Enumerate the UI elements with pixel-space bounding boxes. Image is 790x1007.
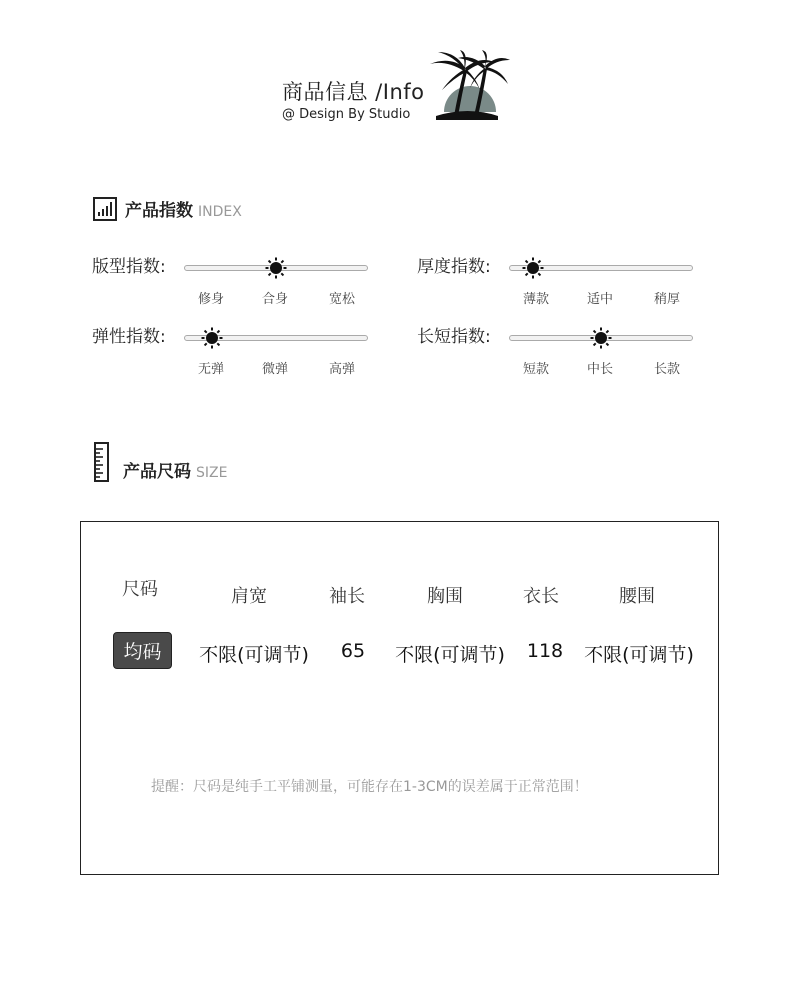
value-length: 118 — [526, 640, 564, 662]
index-option: 薄款 — [522, 292, 550, 307]
ruler-icon — [93, 442, 111, 482]
index-option: 无弹 — [197, 362, 225, 377]
sun-icon — [201, 327, 223, 349]
section-title-en: SIZE — [196, 465, 228, 481]
index-option: 中长 — [586, 362, 614, 377]
signal-bars-icon — [93, 197, 117, 221]
value-sleeve: 65 — [340, 640, 366, 662]
index-option: 合身 — [261, 292, 289, 307]
index-label: 长短指数: — [417, 327, 491, 347]
index-label: 版型指数: — [92, 257, 166, 277]
value-chest: 不限(可调节) — [395, 644, 505, 666]
value-waist: 不限(可调节) — [584, 644, 694, 666]
index-options — [184, 288, 368, 306]
index-option: 稍厚 — [653, 292, 681, 307]
index-label: 厚度指数: — [417, 257, 491, 277]
index-options — [184, 358, 368, 376]
header-shoulder: 肩宽 — [231, 586, 267, 607]
section-title-en: INDEX — [198, 204, 242, 220]
index-options — [509, 288, 693, 306]
index-option: 修身 — [197, 292, 225, 307]
index-option: 长款 — [653, 362, 681, 377]
index-option: 高弹 — [328, 362, 356, 377]
measurement-note: 提醒：尺码是纯手工平铺测量，可能存在1-3CM的误差属于正常范围！ — [151, 779, 588, 795]
page-subtitle: @ Design By Studio — [282, 107, 411, 122]
page-title: 商品信息 /Info — [282, 80, 425, 104]
sun-icon — [590, 327, 612, 349]
size-badge: 均码 — [113, 632, 172, 669]
header-sleeve: 袖长 — [329, 586, 365, 607]
index-fit — [92, 252, 412, 312]
index-thickness — [417, 252, 737, 312]
index-length — [417, 322, 737, 382]
palm-trees-icon — [424, 50, 510, 122]
index-option: 适中 — [586, 292, 614, 307]
value-shoulder: 不限(可调节) — [199, 644, 309, 666]
header-chest: 胸围 — [427, 586, 463, 607]
index-stretch — [92, 322, 412, 382]
index-option: 宽松 — [328, 292, 356, 307]
sun-icon — [522, 257, 544, 279]
index-option: 短款 — [522, 362, 550, 377]
section-heading-index — [93, 196, 242, 221]
section-title: 产品尺码 — [123, 462, 191, 482]
header-length: 衣长 — [523, 586, 559, 607]
section-heading-size — [93, 442, 227, 482]
index-label: 弹性指数: — [92, 327, 166, 347]
index-options — [509, 358, 693, 376]
section-title: 产品指数 — [125, 201, 193, 221]
header-waist: 腰围 — [619, 586, 655, 607]
index-option: 微弹 — [261, 362, 289, 377]
sun-icon — [265, 257, 287, 279]
size-table — [80, 521, 719, 875]
header-size: 尺码 — [122, 579, 158, 600]
